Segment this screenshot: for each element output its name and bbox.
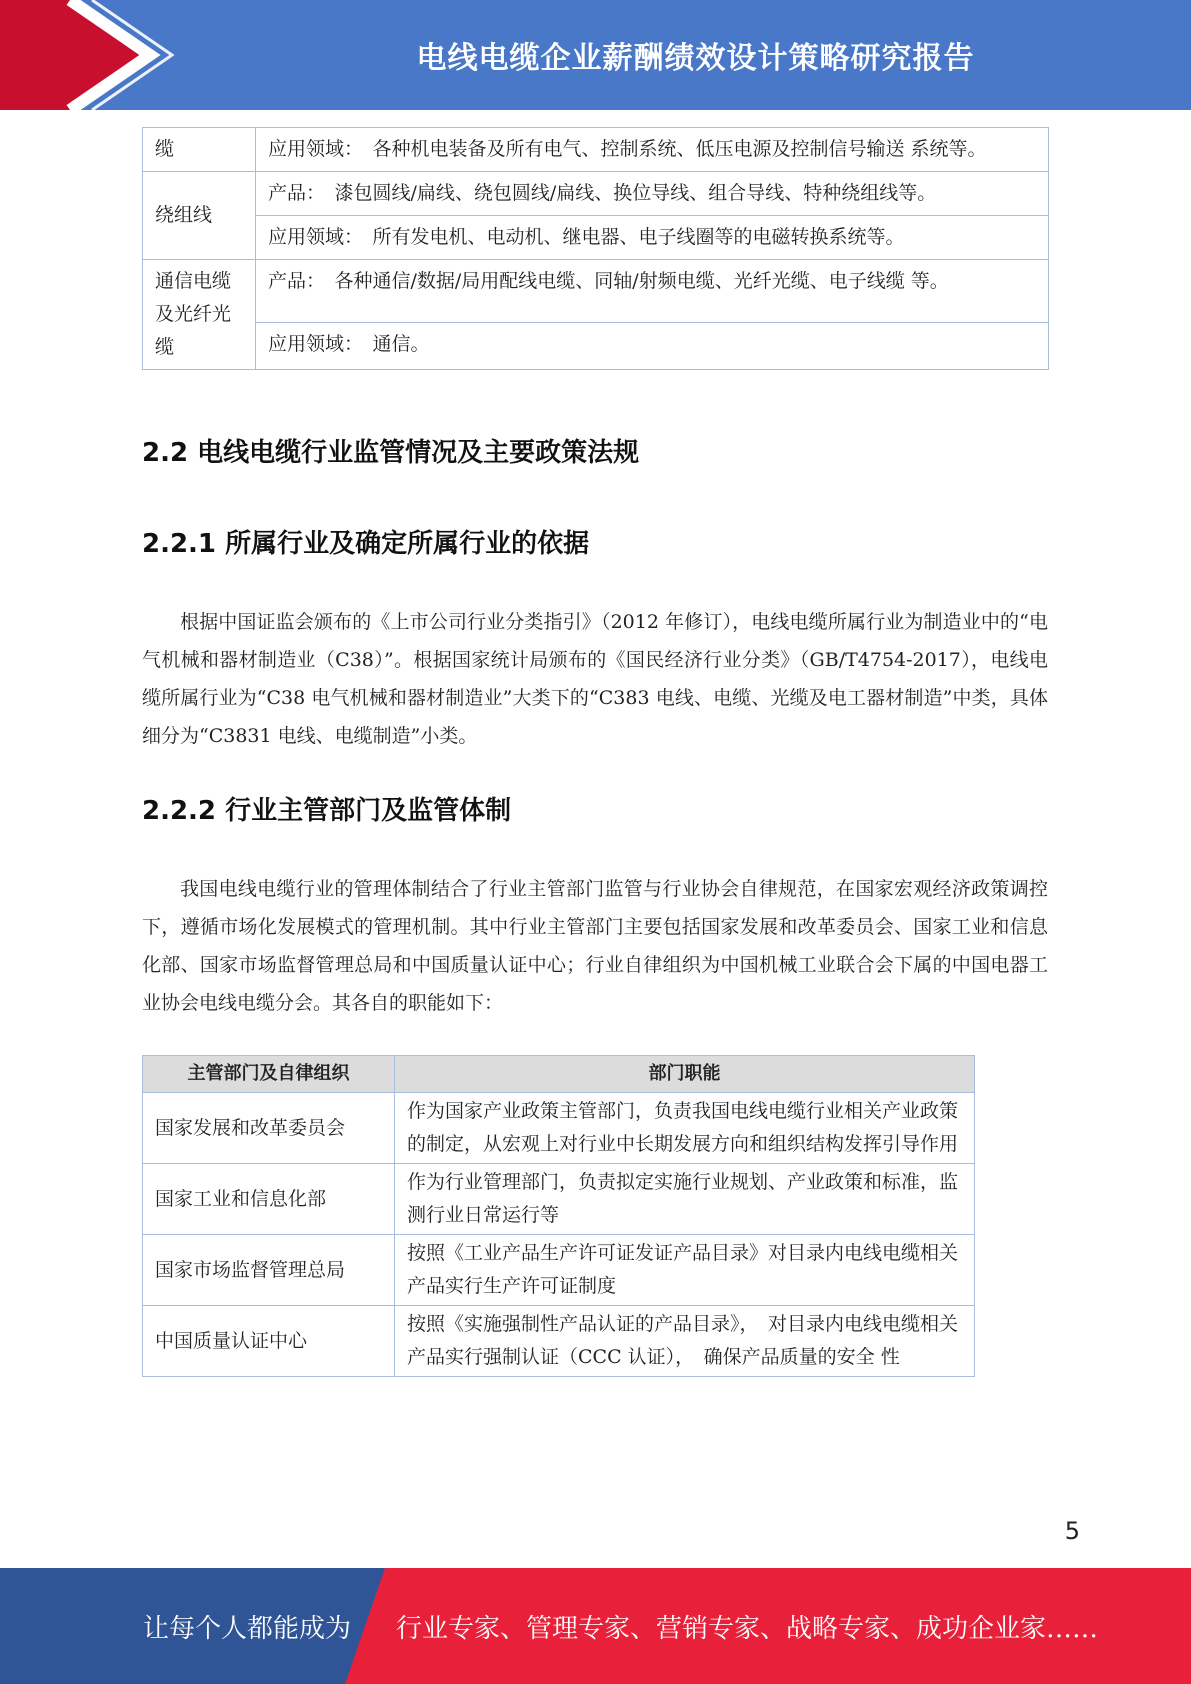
column-header: 部门职能: [395, 1056, 975, 1093]
category-cell: 缆: [143, 128, 256, 172]
org-cell: 国家工业和信息化部: [143, 1164, 395, 1235]
column-header: 主管部门及自律组织: [143, 1056, 395, 1093]
table-row: [143, 1235, 975, 1306]
page-number: 5: [1064, 1517, 1080, 1545]
body-paragraph: 根据中国证监会颁布的《上市公司行业分类指引》（2012 年修订），电线电缆所属行业为制造业中的“电气机械和器材制造业（C38）”。根据国家统计局颁布的《国民经济行业分类》（GB/T4754-2017），电线电缆所属行业为“C38 电气机械和器材制造业”大类下的“C383 电线、电缆、光缆及电工器材制造”中类，具体细分为“C3831 电线、电缆制造”小类。: [142, 611, 1048, 747]
content-cell: 应用领域： 通信。: [256, 323, 1049, 370]
table-row: [143, 1164, 975, 1235]
table-row: [143, 323, 1049, 370]
page-footer: [0, 1568, 1191, 1684]
subsection-heading: 2.2.1 所属行业及确定所属行业的依据: [142, 529, 590, 559]
table-header-row: [143, 1056, 975, 1093]
table-row: [143, 1093, 975, 1164]
content-cell: 产品： 漆包圆线/扁线、绕包圆线/扁线、换位导线、组合导线、特种绕组线等。: [256, 172, 1049, 216]
table-row: [143, 216, 1049, 260]
org-cell: 国家发展和改革委员会: [143, 1093, 395, 1164]
department-table: [142, 1055, 975, 1377]
duty-cell: 按照《实施强制性产品认证的产品目录》， 对目录内电线电缆相关产品实行强制认证（CCC 认证）， 确保产品质量的安全 性: [395, 1306, 975, 1377]
section-heading: 2.2 电线电缆行业监管情况及主要政策法规: [142, 438, 640, 468]
product-table: [142, 127, 1049, 370]
body-paragraph: 我国电线电缆行业的管理体制结合了行业主管部门监管与行业协会自律规范，在国家宏观经济政策调控下，遵循市场化发展模式的管理机制。其中行业主管部门主要包括国家发展和改革委员会、国家工业和信息化部、国家市场监督管理总局和中国质量认证中心；行业自律组织为中国机械工业联合会下属的中国电器工业协会电线电缆分会。其各自的职能如下：: [142, 878, 1048, 1014]
table-row: [143, 172, 1049, 216]
subsection-heading: 2.2.2 行业主管部门及监管体制: [142, 796, 512, 826]
org-cell: 中国质量认证中心: [143, 1306, 395, 1377]
content-cell: 应用领域： 各种机电装备及所有电气、控制系统、低压电源及控制信号输送 系统等。: [256, 128, 1049, 172]
table-row: [143, 1306, 975, 1377]
page-header: [0, 0, 1191, 110]
category-cell: 绕组线: [143, 172, 256, 260]
org-cell: 国家市场监督管理总局: [143, 1235, 395, 1306]
table-row: [143, 128, 1049, 172]
category-cell: 通信电缆及光纤光缆: [143, 260, 256, 370]
report-title: 电线电缆企业薪酬绩效设计策略研究报告: [416, 41, 975, 76]
table-row: [143, 260, 1049, 323]
content-cell: 应用领域： 所有发电机、电动机、继电器、电子线圈等的电磁转换系统等。: [256, 216, 1049, 260]
footer-slogan-left: 让每个人都能成为: [143, 1613, 352, 1644]
duty-cell: 作为国家产业政策主管部门，负责我国电线电缆行业相关产业政策的制定，从宏观上对行业中长期发展方向和组织结构发挥引导作用: [395, 1093, 975, 1164]
duty-cell: 作为行业管理部门，负责拟定实施行业规划、产业政策和标准，监测行业日常运行等: [395, 1164, 975, 1235]
content-cell: 产品： 各种通信/数据/局用配线电缆、同轴/射频电缆、光纤光缆、电子线缆 等。: [256, 260, 1049, 323]
duty-cell: 按照《工业产品生产许可证发证产品目录》对目录内电线电缆相关产品实行生产许可证制度: [395, 1235, 975, 1306]
footer-slogan-right: 行业专家、管理专家、营销专家、战略专家、成功企业家……: [396, 1613, 1099, 1644]
